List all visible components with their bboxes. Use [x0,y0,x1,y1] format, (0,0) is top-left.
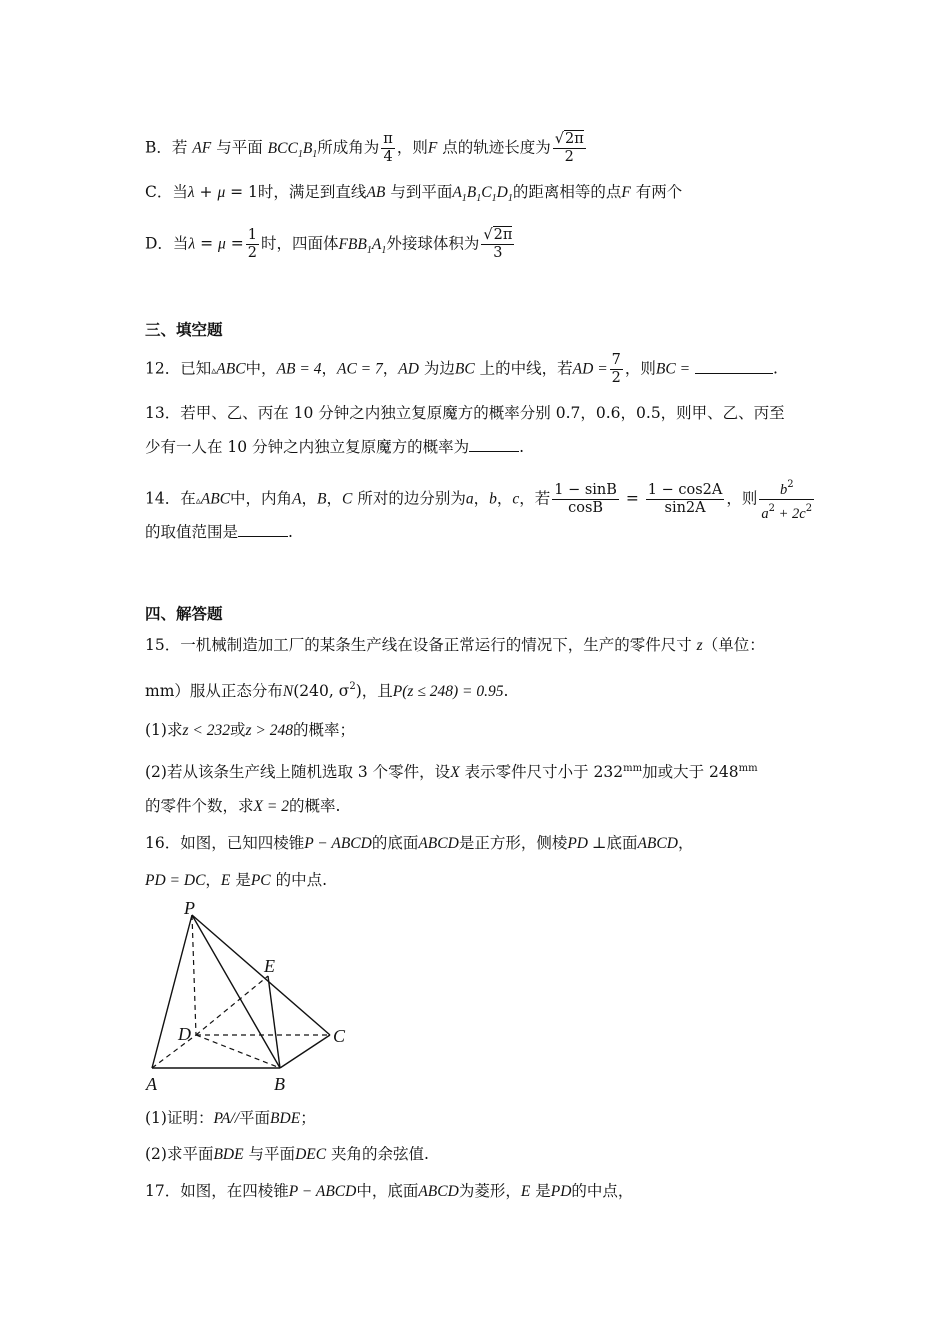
fraction: $\frac{1 - \cos 2A}{\sin 2A}$ [647,482,723,516]
fraction: $\frac{7}{2}$ [611,352,621,386]
label-d: D [178,1024,191,1044]
label-e: E [264,956,275,976]
label-c: C [333,1026,346,1046]
question-12: 12．已知▵ABC中，AB = 4，AC = 7，AD 为边BC 上的中线，若AD = $\frac{7}{2}$ ，则BC = . [145,352,778,386]
fraction: $\frac{√2\pi}{3}$ [483,227,513,261]
answer-blank[interactable] [469,437,519,452]
answer-blank[interactable] [695,359,773,374]
question-16-part2: (2)求平面BDE 与平面DEC 夹角的余弦值. [145,1145,429,1163]
question-15-part1: (1)求z < 232或z > 248的概率； [145,721,355,739]
fraction: $\frac{√2\pi}{2}$ [554,131,584,165]
question-14-line2: 的取值范围是 . [145,523,293,541]
edge-pd [192,915,196,1035]
answer-blank[interactable] [238,522,288,537]
question-15-part2: (2)若从该条生产线上随机选取 3 个零件，设X 表示零件尺寸小于 $232^{mm}$加或大于 $248^{mm}$ [145,763,758,781]
fraction: $\frac{b^2}{a^2 + 2c^2}$ [759,476,814,523]
edge-pc [192,915,330,1035]
option-c: C．当λ + μ = 1时，满足到直线AB 与到平面$A_1B_1C_1D_1$的距离相等的点F 有两个 [145,183,683,204]
edge-bc [280,1035,330,1068]
label-b: B [274,1074,285,1094]
label-a: A [146,1074,157,1094]
question-14: 14．在▵ABC中，内角A，B，C 所对的边分别为a，b，c，若 $\frac{1 - \sin B}{\cos B}$ = $\frac{1 - \cos 2A}{\sin 2A}$ ，则 $\frac{b^2}{a^2 + 2c^2}$ [145,476,816,523]
option-d: D．当λ = μ = $\frac{1}{2}$ 时，四面体$FBB_1A_1$外接球体积为 $\frac{√2\pi}{3}$ [145,227,513,261]
edge-pb [192,915,280,1068]
option-b: B．若 AF 与平面 $BCC_1B_1$所成角为 $\frac{\pi}{4}$ ，则F 点的轨迹长度为 $\frac{√2\pi}{2}$ [145,131,584,165]
fraction: $\frac{\pi}{4}$ [383,131,393,165]
question-16-part1: (1)证明：PA//平面BDE； [145,1109,316,1127]
question-13-line2: 少有一人在 10 分钟之内独立复原魔方的概率为 . [145,438,525,456]
fraction: $\frac{1 - \sin B}{\cos B}$ [554,482,617,516]
question-13-line1: 13．若甲、乙、丙在 10 分钟之内独立复原魔方的概率分别 0.7，0.6，0.5，则甲、乙、丙至 [145,404,785,422]
section-heading: 四、解答题 [145,605,223,623]
section-heading: 三、填空题 [145,321,223,339]
question-15-line1: 15．一机械制造加工厂的某条生产线在设备正常运行的情况下，生产的零件尺寸 z（单位： [145,636,765,654]
question-16-line2: PD = DC，E 是PC 的中点. [145,871,328,889]
fraction: $\frac{1}{2}$ [247,227,257,261]
question-16-line1: 16．如图，已知四棱锥P − ABCD的底面ABCD是正方形，侧棱PD ⊥底面ABCD， [145,834,694,852]
label-p: P [184,900,195,918]
question-15-part2-line2: 的零件个数，求X = 2的概率. [145,797,341,815]
pyramid-figure [140,900,360,1100]
question-15-line2: mm）服从正态分布N(240, $\sigma^2$)，且P(z ≤ 248) = 0.95. [145,681,509,700]
question-17: 17．如图，在四棱锥P − ABCD中，底面ABCD为菱形，E 是PD的中点， [145,1182,634,1200]
edge-db [196,1035,280,1068]
edge-pa [152,915,192,1068]
